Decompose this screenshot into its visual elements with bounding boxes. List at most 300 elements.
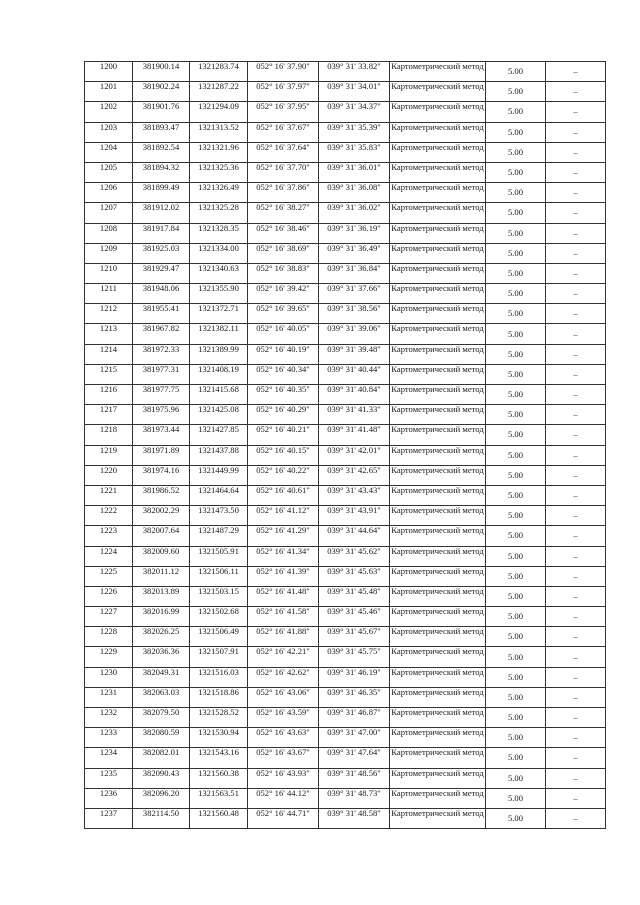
point-number-cell: 1223	[85, 526, 133, 546]
longitude-cell: 039° 31' 41.33"	[319, 405, 390, 425]
point-number-cell: 1205	[85, 162, 133, 182]
x-coordinate-cell: 381986.52	[133, 485, 190, 505]
longitude-cell: 039° 31' 48.56"	[319, 768, 390, 788]
table-row	[85, 263, 606, 283]
latitude-cell: 052° 16' 37.86"	[248, 183, 319, 203]
latitude-cell: 052° 16' 44.12"	[248, 788, 319, 808]
point-number-cell: 1236	[85, 788, 133, 808]
accuracy-cell: 5.00	[486, 647, 546, 667]
point-number-cell: 1222	[85, 506, 133, 526]
point-number-cell: 1200	[85, 62, 133, 82]
longitude-cell: 039° 31' 45.63"	[319, 566, 390, 586]
latitude-cell: 052° 16' 43.67"	[248, 748, 319, 768]
point-number-cell: 1237	[85, 808, 133, 828]
description-cell: –	[546, 788, 606, 808]
latitude-cell: 052° 16' 44.71"	[248, 808, 319, 828]
point-number-cell: 1209	[85, 243, 133, 263]
longitude-cell: 039° 31' 42.65"	[319, 465, 390, 485]
method-cell: Картометрический метод	[390, 808, 486, 828]
point-number-cell: 1230	[85, 667, 133, 687]
longitude-cell: 039° 31' 48.58"	[319, 808, 390, 828]
method-cell: Картометрический метод	[390, 546, 486, 566]
y-coordinate-cell: 1321464.64	[190, 485, 248, 505]
y-coordinate-cell: 1321516.03	[190, 667, 248, 687]
y-coordinate-cell: 1321502.68	[190, 607, 248, 627]
point-number-cell: 1229	[85, 647, 133, 667]
latitude-cell: 052° 16' 41.29"	[248, 526, 319, 546]
table-row	[85, 546, 606, 566]
method-cell: Картометрический метод	[390, 586, 486, 606]
x-coordinate-cell: 382016.99	[133, 607, 190, 627]
accuracy-cell: 5.00	[486, 465, 546, 485]
description-cell: –	[546, 385, 606, 405]
x-coordinate-cell: 381900.14	[133, 62, 190, 82]
method-cell: Картометрический метод	[390, 506, 486, 526]
latitude-cell: 052° 16' 42.62"	[248, 667, 319, 687]
method-cell: Картометрический метод	[390, 122, 486, 142]
y-coordinate-cell: 1321287.22	[190, 82, 248, 102]
method-cell: Картометрический метод	[390, 667, 486, 687]
description-cell: –	[546, 748, 606, 768]
table-row	[85, 405, 606, 425]
description-cell: –	[546, 122, 606, 142]
table-row	[85, 142, 606, 162]
accuracy-cell: 5.00	[486, 364, 546, 384]
longitude-cell: 039° 31' 40.44"	[319, 364, 390, 384]
description-cell: –	[546, 243, 606, 263]
y-coordinate-cell: 1321283.74	[190, 62, 248, 82]
point-number-cell: 1234	[85, 748, 133, 768]
y-coordinate-cell: 1321530.94	[190, 728, 248, 748]
y-coordinate-cell: 1321437.88	[190, 445, 248, 465]
method-cell: Картометрический метод	[390, 344, 486, 364]
longitude-cell: 039° 31' 33.82"	[319, 62, 390, 82]
y-coordinate-cell: 1321487.29	[190, 526, 248, 546]
method-cell: Картометрический метод	[390, 627, 486, 647]
longitude-cell: 039° 31' 36.02"	[319, 203, 390, 223]
longitude-cell: 039° 31' 35.39"	[319, 122, 390, 142]
longitude-cell: 039° 31' 36.84"	[319, 263, 390, 283]
x-coordinate-cell: 381892.54	[133, 142, 190, 162]
latitude-cell: 052° 16' 40.22"	[248, 465, 319, 485]
method-cell: Картометрический метод	[390, 385, 486, 405]
table-row	[85, 748, 606, 768]
y-coordinate-cell: 1321325.36	[190, 162, 248, 182]
method-cell: Картометрический метод	[390, 284, 486, 304]
x-coordinate-cell: 382096.20	[133, 788, 190, 808]
accuracy-cell: 5.00	[486, 748, 546, 768]
x-coordinate-cell: 382007.64	[133, 526, 190, 546]
y-coordinate-cell: 1321506.11	[190, 566, 248, 586]
method-cell: Картометрический метод	[390, 142, 486, 162]
description-cell: –	[546, 708, 606, 728]
method-cell: Картометрический метод	[390, 445, 486, 465]
accuracy-cell: 5.00	[486, 243, 546, 263]
accuracy-cell: 5.00	[486, 566, 546, 586]
x-coordinate-cell: 381912.02	[133, 203, 190, 223]
latitude-cell: 052° 16' 43.59"	[248, 708, 319, 728]
table-row	[85, 586, 606, 606]
method-cell: Картометрический метод	[390, 304, 486, 324]
longitude-cell: 039° 31' 43.43"	[319, 485, 390, 505]
longitude-cell: 039° 31' 39.06"	[319, 324, 390, 344]
latitude-cell: 052° 16' 40.15"	[248, 445, 319, 465]
y-coordinate-cell: 1321543.16	[190, 748, 248, 768]
point-number-cell: 1233	[85, 728, 133, 748]
accuracy-cell: 5.00	[486, 142, 546, 162]
latitude-cell: 052° 16' 38.83"	[248, 263, 319, 283]
accuracy-cell: 5.00	[486, 203, 546, 223]
point-number-cell: 1215	[85, 364, 133, 384]
y-coordinate-cell: 1321340.63	[190, 263, 248, 283]
latitude-cell: 052° 16' 41.58"	[248, 607, 319, 627]
accuracy-cell: 5.00	[486, 687, 546, 707]
table-row	[85, 768, 606, 788]
point-number-cell: 1217	[85, 405, 133, 425]
table-row	[85, 284, 606, 304]
y-coordinate-cell: 1321560.48	[190, 808, 248, 828]
point-number-cell: 1218	[85, 425, 133, 445]
table-row	[85, 82, 606, 102]
method-cell: Картометрический метод	[390, 203, 486, 223]
x-coordinate-cell: 381925.03	[133, 243, 190, 263]
point-number-cell: 1202	[85, 102, 133, 122]
accuracy-cell: 5.00	[486, 263, 546, 283]
latitude-cell: 052° 16' 41.48"	[248, 586, 319, 606]
table-row	[85, 203, 606, 223]
y-coordinate-cell: 1321355.90	[190, 284, 248, 304]
table-row	[85, 526, 606, 546]
point-number-cell: 1227	[85, 607, 133, 627]
method-cell: Картометрический метод	[390, 566, 486, 586]
point-number-cell: 1208	[85, 223, 133, 243]
y-coordinate-cell: 1321415.68	[190, 385, 248, 405]
latitude-cell: 052° 16' 43.63"	[248, 728, 319, 748]
description-cell: –	[546, 465, 606, 485]
accuracy-cell: 5.00	[486, 405, 546, 425]
point-number-cell: 1232	[85, 708, 133, 728]
x-coordinate-cell: 381948.06	[133, 284, 190, 304]
point-number-cell: 1213	[85, 324, 133, 344]
description-cell: –	[546, 62, 606, 82]
table-row	[85, 385, 606, 405]
longitude-cell: 039° 31' 46.35"	[319, 687, 390, 707]
x-coordinate-cell: 381893.47	[133, 122, 190, 142]
latitude-cell: 052° 16' 43.06"	[248, 687, 319, 707]
latitude-cell: 052° 16' 40.35"	[248, 385, 319, 405]
accuracy-cell: 5.00	[486, 768, 546, 788]
latitude-cell: 052° 16' 37.64"	[248, 142, 319, 162]
method-cell: Картометрический метод	[390, 465, 486, 485]
y-coordinate-cell: 1321382.11	[190, 324, 248, 344]
latitude-cell: 052° 16' 37.70"	[248, 162, 319, 182]
y-coordinate-cell: 1321503.15	[190, 586, 248, 606]
point-number-cell: 1204	[85, 142, 133, 162]
description-cell: –	[546, 586, 606, 606]
table-row	[85, 183, 606, 203]
longitude-cell: 039° 31' 45.67"	[319, 627, 390, 647]
longitude-cell: 039° 31' 44.64"	[319, 526, 390, 546]
longitude-cell: 039° 31' 42.01"	[319, 445, 390, 465]
latitude-cell: 052° 16' 40.05"	[248, 324, 319, 344]
method-cell: Картометрический метод	[390, 768, 486, 788]
accuracy-cell: 5.00	[486, 808, 546, 828]
table-row	[85, 243, 606, 263]
point-number-cell: 1220	[85, 465, 133, 485]
method-cell: Картометрический метод	[390, 324, 486, 344]
y-coordinate-cell: 1321528.52	[190, 708, 248, 728]
accuracy-cell: 5.00	[486, 223, 546, 243]
method-cell: Картометрический метод	[390, 162, 486, 182]
y-coordinate-cell: 1321313.52	[190, 122, 248, 142]
longitude-cell: 039° 31' 36.01"	[319, 162, 390, 182]
accuracy-cell: 5.00	[486, 607, 546, 627]
longitude-cell: 039° 31' 45.75"	[319, 647, 390, 667]
table-row	[85, 788, 606, 808]
method-cell: Картометрический метод	[390, 526, 486, 546]
method-cell: Картометрический метод	[390, 788, 486, 808]
y-coordinate-cell: 1321563.51	[190, 788, 248, 808]
longitude-cell: 039° 31' 41.48"	[319, 425, 390, 445]
accuracy-cell: 5.00	[486, 445, 546, 465]
latitude-cell: 052° 16' 40.29"	[248, 405, 319, 425]
accuracy-cell: 5.00	[486, 183, 546, 203]
method-cell: Картометрический метод	[390, 687, 486, 707]
x-coordinate-cell: 381977.75	[133, 385, 190, 405]
point-number-cell: 1231	[85, 687, 133, 707]
x-coordinate-cell: 381974.16	[133, 465, 190, 485]
description-cell: –	[546, 203, 606, 223]
description-cell: –	[546, 344, 606, 364]
latitude-cell: 052° 16' 40.34"	[248, 364, 319, 384]
method-cell: Картометрический метод	[390, 728, 486, 748]
description-cell: –	[546, 263, 606, 283]
x-coordinate-cell: 382026.25	[133, 627, 190, 647]
point-number-cell: 1219	[85, 445, 133, 465]
accuracy-cell: 5.00	[486, 485, 546, 505]
latitude-cell: 052° 16' 40.21"	[248, 425, 319, 445]
method-cell: Картометрический метод	[390, 62, 486, 82]
table-row	[85, 344, 606, 364]
method-cell: Картометрический метод	[390, 102, 486, 122]
method-cell: Картометрический метод	[390, 425, 486, 445]
accuracy-cell: 5.00	[486, 62, 546, 82]
accuracy-cell: 5.00	[486, 324, 546, 344]
point-number-cell: 1224	[85, 546, 133, 566]
description-cell: –	[546, 324, 606, 344]
coordinates-table	[84, 61, 606, 829]
y-coordinate-cell: 1321294.09	[190, 102, 248, 122]
description-cell: –	[546, 445, 606, 465]
latitude-cell: 052° 16' 37.95"	[248, 102, 319, 122]
point-number-cell: 1203	[85, 122, 133, 142]
accuracy-cell: 5.00	[486, 102, 546, 122]
point-number-cell: 1201	[85, 82, 133, 102]
point-number-cell: 1226	[85, 586, 133, 606]
method-cell: Картометрический метод	[390, 223, 486, 243]
accuracy-cell: 5.00	[486, 425, 546, 445]
table-row	[85, 425, 606, 445]
point-number-cell: 1228	[85, 627, 133, 647]
y-coordinate-cell: 1321506.49	[190, 627, 248, 647]
x-coordinate-cell: 381894.32	[133, 162, 190, 182]
y-coordinate-cell: 1321427.85	[190, 425, 248, 445]
description-cell: –	[546, 102, 606, 122]
table-row	[85, 647, 606, 667]
point-number-cell: 1216	[85, 385, 133, 405]
longitude-cell: 039° 31' 35.83"	[319, 142, 390, 162]
table-row	[85, 506, 606, 526]
table-row	[85, 485, 606, 505]
longitude-cell: 039° 31' 39.48"	[319, 344, 390, 364]
longitude-cell: 039° 31' 40.84"	[319, 385, 390, 405]
description-cell: –	[546, 162, 606, 182]
y-coordinate-cell: 1321334.00	[190, 243, 248, 263]
x-coordinate-cell: 382013.89	[133, 586, 190, 606]
method-cell: Картометрический метод	[390, 708, 486, 728]
x-coordinate-cell: 382002.29	[133, 506, 190, 526]
x-coordinate-cell: 381967.82	[133, 324, 190, 344]
table-row	[85, 808, 606, 828]
x-coordinate-cell: 381917.84	[133, 223, 190, 243]
table-row	[85, 728, 606, 748]
table-row	[85, 566, 606, 586]
longitude-cell: 039° 31' 45.62"	[319, 546, 390, 566]
description-cell: –	[546, 627, 606, 647]
y-coordinate-cell: 1321321.96	[190, 142, 248, 162]
accuracy-cell: 5.00	[486, 344, 546, 364]
accuracy-cell: 5.00	[486, 526, 546, 546]
longitude-cell: 039° 31' 38.56"	[319, 304, 390, 324]
description-cell: –	[546, 607, 606, 627]
table-row	[85, 627, 606, 647]
table-row	[85, 667, 606, 687]
latitude-cell: 052° 16' 42.21"	[248, 647, 319, 667]
table-row	[85, 102, 606, 122]
longitude-cell: 039° 31' 36.49"	[319, 243, 390, 263]
x-coordinate-cell: 382079.50	[133, 708, 190, 728]
description-cell: –	[546, 526, 606, 546]
table-row	[85, 62, 606, 82]
x-coordinate-cell: 381899.49	[133, 183, 190, 203]
table-row	[85, 122, 606, 142]
x-coordinate-cell: 382009.60	[133, 546, 190, 566]
y-coordinate-cell: 1321505.91	[190, 546, 248, 566]
description-cell: –	[546, 142, 606, 162]
x-coordinate-cell: 382080.59	[133, 728, 190, 748]
description-cell: –	[546, 183, 606, 203]
description-cell: –	[546, 546, 606, 566]
latitude-cell: 052° 16' 41.12"	[248, 506, 319, 526]
description-cell: –	[546, 284, 606, 304]
y-coordinate-cell: 1321518.86	[190, 687, 248, 707]
y-coordinate-cell: 1321560.38	[190, 768, 248, 788]
point-number-cell: 1235	[85, 768, 133, 788]
latitude-cell: 052° 16' 37.97"	[248, 82, 319, 102]
latitude-cell: 052° 16' 38.69"	[248, 243, 319, 263]
point-number-cell: 1225	[85, 566, 133, 586]
x-coordinate-cell: 382114.50	[133, 808, 190, 828]
accuracy-cell: 5.00	[486, 284, 546, 304]
accuracy-cell: 5.00	[486, 122, 546, 142]
y-coordinate-cell: 1321328.35	[190, 223, 248, 243]
longitude-cell: 039° 31' 45.48"	[319, 586, 390, 606]
accuracy-cell: 5.00	[486, 385, 546, 405]
description-cell: –	[546, 485, 606, 505]
x-coordinate-cell: 381975.96	[133, 405, 190, 425]
y-coordinate-cell: 1321507.91	[190, 647, 248, 667]
x-coordinate-cell: 381901.76	[133, 102, 190, 122]
accuracy-cell: 5.00	[486, 586, 546, 606]
table-row	[85, 607, 606, 627]
x-coordinate-cell: 382049.31	[133, 667, 190, 687]
method-cell: Картометрический метод	[390, 183, 486, 203]
x-coordinate-cell: 381971.89	[133, 445, 190, 465]
point-number-cell: 1212	[85, 304, 133, 324]
longitude-cell: 039° 31' 48.73"	[319, 788, 390, 808]
method-cell: Картометрический метод	[390, 647, 486, 667]
longitude-cell: 039° 31' 45.46"	[319, 607, 390, 627]
description-cell: –	[546, 687, 606, 707]
accuracy-cell: 5.00	[486, 627, 546, 647]
description-cell: –	[546, 566, 606, 586]
x-coordinate-cell: 381902.24	[133, 82, 190, 102]
table-row	[85, 364, 606, 384]
point-number-cell: 1206	[85, 183, 133, 203]
longitude-cell: 039° 31' 34.01"	[319, 82, 390, 102]
x-coordinate-cell: 382082.01	[133, 748, 190, 768]
longitude-cell: 039° 31' 47.00"	[319, 728, 390, 748]
point-number-cell: 1207	[85, 203, 133, 223]
y-coordinate-cell: 1321425.08	[190, 405, 248, 425]
latitude-cell: 052° 16' 37.90"	[248, 62, 319, 82]
description-cell: –	[546, 223, 606, 243]
method-cell: Картометрический метод	[390, 82, 486, 102]
method-cell: Картометрический метод	[390, 405, 486, 425]
latitude-cell: 052° 16' 41.34"	[248, 546, 319, 566]
table-row	[85, 223, 606, 243]
table-row	[85, 465, 606, 485]
accuracy-cell: 5.00	[486, 728, 546, 748]
method-cell: Картометрический метод	[390, 364, 486, 384]
longitude-cell: 039° 31' 47.64"	[319, 748, 390, 768]
accuracy-cell: 5.00	[486, 708, 546, 728]
point-number-cell: 1221	[85, 485, 133, 505]
accuracy-cell: 5.00	[486, 304, 546, 324]
y-coordinate-cell: 1321408.19	[190, 364, 248, 384]
method-cell: Картометрический метод	[390, 243, 486, 263]
y-coordinate-cell: 1321389.99	[190, 344, 248, 364]
point-number-cell: 1211	[85, 284, 133, 304]
table-row	[85, 445, 606, 465]
accuracy-cell: 5.00	[486, 162, 546, 182]
table-row	[85, 162, 606, 182]
longitude-cell: 039° 31' 36.19"	[319, 223, 390, 243]
y-coordinate-cell: 1321325.28	[190, 203, 248, 223]
method-cell: Картометрический метод	[390, 485, 486, 505]
description-cell: –	[546, 768, 606, 788]
description-cell: –	[546, 405, 606, 425]
x-coordinate-cell: 381955.41	[133, 304, 190, 324]
method-cell: Картометрический метод	[390, 748, 486, 768]
description-cell: –	[546, 647, 606, 667]
description-cell: –	[546, 808, 606, 828]
longitude-cell: 039° 31' 36.08"	[319, 183, 390, 203]
x-coordinate-cell: 382090.43	[133, 768, 190, 788]
description-cell: –	[546, 667, 606, 687]
x-coordinate-cell: 381929.47	[133, 263, 190, 283]
method-cell: Картометрический метод	[390, 607, 486, 627]
